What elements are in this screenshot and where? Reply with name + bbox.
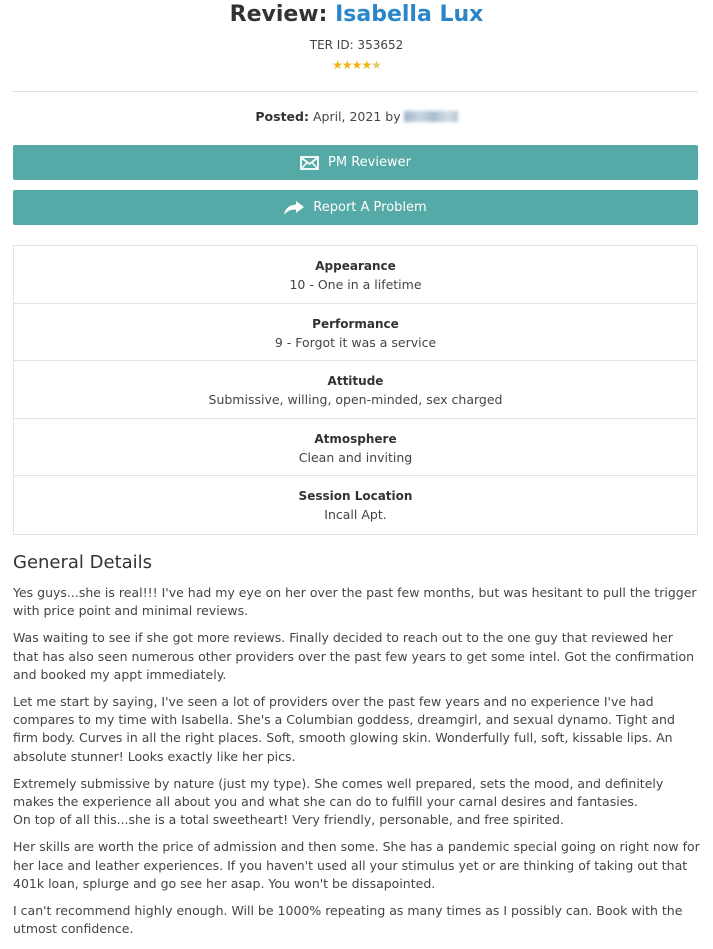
review-paragraph: Yes guys...she is real!!! I've had my eye on her over the past few months, but was hesitant to pull the trigger with price point and minimal reviews. — [13, 585, 697, 619]
posted-line — [0, 108, 713, 126]
share-arrow-icon — [284, 201, 304, 215]
review-paragraph-line: Extremely submissive by nature (just my type). She comes well prepared, sets the mood, and definitely makes the experience all about you and what she can do to fulfill your carnal desires and fantasies. — [13, 775, 664, 810]
review-paragraph: Was waiting to see if she got more reviews. Finally decided to reach out to the one guy that reviewed her that has also seen numerous other providers over the past few years to get some intel. Got the confirmation and booked my appt immediately. — [13, 630, 695, 682]
divider — [13, 91, 698, 92]
detail-value: Clean and inviting — [298, 449, 413, 465]
detail-label: Atmosphere — [314, 431, 397, 446]
review-paragraph: I can't recommend highly enough. Will be 1000% repeating as many times as I possibly can. Book with the utmost confidence. — [13, 903, 683, 937]
reviewer-name-blurred[interactable] — [404, 111, 458, 122]
general-details-body — [13, 584, 701, 947]
detail-row-appearance — [14, 246, 697, 304]
detail-row-performance — [14, 304, 697, 362]
review-paragraph-line: On top of all this...she is a total sweetheart! Very friendly, personable, and free spirited. — [13, 812, 564, 828]
star-icons-full: ★★★★ — [332, 58, 372, 72]
detail-row-session-location — [14, 476, 697, 534]
pm-reviewer-button[interactable] — [13, 145, 698, 180]
detail-value: Incall Apt. — [324, 507, 387, 523]
detail-label: Appearance — [315, 259, 396, 273]
review-details-table — [13, 245, 698, 535]
report-problem-label: Report A Problem — [313, 200, 427, 215]
detail-value: 10 - One in a lifetime — [289, 277, 422, 292]
general-details-heading: General Details — [13, 552, 153, 573]
pm-reviewer-label: PM Reviewer — [328, 155, 411, 170]
title-prefix: Review: — [229, 2, 336, 27]
posted-date: April, 2021 by — [308, 109, 401, 124]
detail-row-atmosphere — [14, 419, 697, 477]
envelope-icon — [300, 156, 319, 170]
rating-stars — [0, 57, 713, 73]
detail-label: Performance — [312, 316, 399, 331]
provider-name-link[interactable]: Isabella Lux — [335, 2, 484, 27]
review-paragraph: Let me start by saying, I've seen a lot of providers over the past few years and no experience I've had compares to my time with Isabella. She's a Columbian goddess, dreamgirl, and sexual dynamo. Tight and firm body. Curves in all the right places. Soft, smooth glowing skin. Wonderfully full, soft, kissable lips. An absolute stunner! Looks exactly like her pics. — [13, 694, 675, 764]
report-problem-button[interactable] — [13, 190, 698, 225]
ter-id: TER ID: 353652 — [309, 38, 404, 52]
detail-row-attitude — [14, 361, 697, 419]
detail-value: 9 - Forgot it was a service — [274, 334, 437, 350]
star-icon-half: ★ — [371, 58, 381, 72]
posted-label: Posted: — [255, 109, 309, 124]
page-title — [0, 0, 713, 30]
review-paragraph — [13, 775, 701, 830]
detail-value: Submissive, willing, open-minded, sex charged — [208, 392, 503, 408]
review-paragraph: Her skills are worth the price of admission and then some. She has a pandemic special going on right now for her lace and leather experiences. If you haven't used all your stimulus yet or are thinking of taking out that 401k loan, splurge and go see her asap. You won't be dissapointed. — [13, 839, 700, 891]
detail-label: Attitude — [327, 374, 384, 389]
detail-label: Session Location — [298, 489, 413, 504]
